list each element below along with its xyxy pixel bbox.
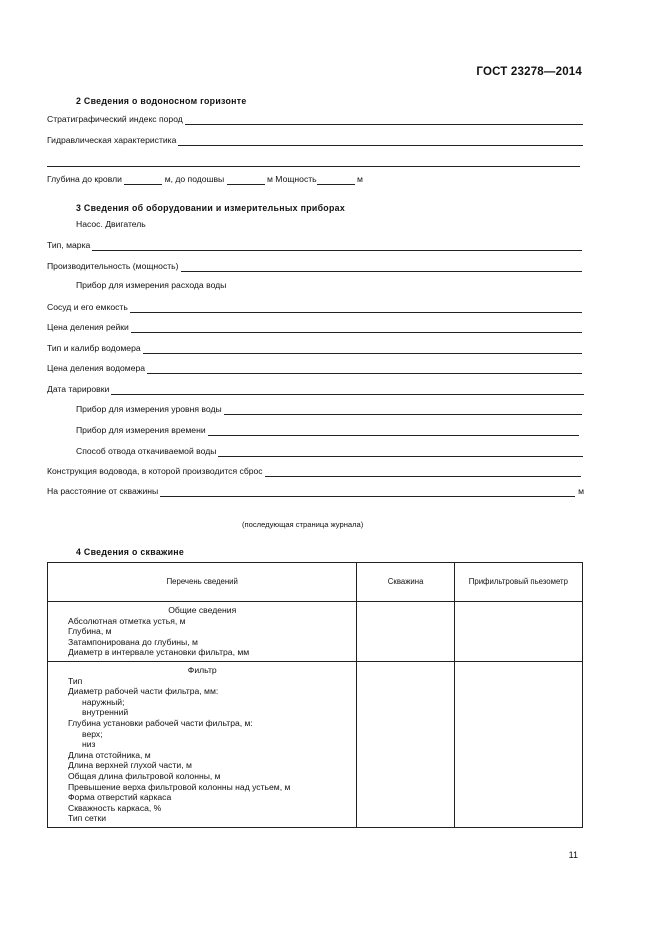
meter-type-field[interactable] <box>47 342 582 354</box>
header-piezometer: Прифильтровый пьезометр <box>454 563 582 602</box>
list-item: Абсолютная отметка устья, м <box>68 615 186 626</box>
general-well-cell[interactable] <box>357 602 454 662</box>
rail-division-field[interactable] <box>47 321 582 333</box>
list-item: Тип сетки <box>68 813 106 824</box>
depth-top-blank[interactable] <box>124 175 162 185</box>
level-device-label: Прибор для измерения уровня воды <box>76 404 222 415</box>
flow-device-label: Прибор для измерения расхода воды <box>76 280 227 290</box>
list-item: Форма отверстий каркаса <box>68 792 172 803</box>
filter-info-cell <box>48 661 357 827</box>
rail-division-label: Цена деления рейки <box>47 322 129 333</box>
header-info-list: Перечень сведений <box>48 563 357 602</box>
list-item: Затампонирована до глубины, м <box>68 636 198 647</box>
list-item: внутренний <box>82 707 129 718</box>
list-item: Диаметр рабочей части фильтра, мм: <box>68 686 219 697</box>
meter-division-field[interactable] <box>47 362 582 374</box>
vessel-field[interactable] <box>47 301 582 313</box>
list-item: Глубина установки рабочей части фильтра, м: <box>68 717 253 728</box>
type-brand-label: Тип, марка <box>47 240 91 251</box>
well-info-table <box>47 562 583 828</box>
depth-bottom-blank[interactable] <box>227 175 265 185</box>
table-header-row <box>48 563 583 602</box>
strat-index-field[interactable] <box>47 113 583 125</box>
depth-top-label: Глубина до кровли <box>47 174 122 185</box>
next-page-note: (последующая страница журнала) <box>242 520 364 529</box>
hydro-char-field[interactable] <box>47 134 583 146</box>
header-well: Скважина <box>357 563 454 602</box>
calibration-date-field[interactable] <box>47 383 584 395</box>
list-item: Глубина, м <box>68 626 112 637</box>
group-title-filter: Фильтр <box>187 664 217 675</box>
list-item: Общая длина фильтровой колонны, м <box>68 770 221 781</box>
group-title-general: Общие сведения <box>168 605 237 615</box>
distance-unit: м <box>578 486 584 497</box>
pipe-construction-field[interactable] <box>47 465 581 477</box>
filter-piezometer-cell[interactable] <box>454 661 582 827</box>
depth-row <box>47 175 363 185</box>
depth-bottom-label: м, до подошвы <box>164 174 225 185</box>
meter-type-label: Тип и калибр водомера <box>47 343 141 354</box>
drain-method-label: Способ отвода откачиваемой воды <box>76 446 217 457</box>
level-device-field[interactable] <box>76 403 582 415</box>
thickness-label: м Мощность <box>267 174 317 185</box>
meter-division-label: Цена деления водомера <box>47 363 146 374</box>
hydro-char-continuation-line[interactable] <box>47 155 580 167</box>
type-brand-field[interactable] <box>47 239 582 251</box>
capacity-field[interactable] <box>47 260 582 272</box>
distance-field[interactable] <box>47 485 584 497</box>
list-item: Превышение верха фильтровой колонны над устьем, м <box>68 781 291 792</box>
drain-method-field[interactable] <box>76 445 583 457</box>
distance-label: На расстояние от скважины <box>47 486 159 497</box>
list-item: низ <box>82 739 96 750</box>
list-item: Диаметр в интервале установки фильтра, мм <box>68 647 250 658</box>
general-info-cell <box>48 602 357 662</box>
hydro-char-label: Гидравлическая характеристика <box>47 135 177 146</box>
list-item: Скважность каркаса, % <box>68 802 162 813</box>
section-4-title: 4 Сведения о скважине <box>76 547 185 557</box>
document-code: ГОСТ 23278—2014 <box>476 66 582 78</box>
list-item: Длина верхней глухой части, м <box>68 760 192 771</box>
general-piezometer-cell[interactable] <box>454 602 582 662</box>
list-item: Длина отстойника, м <box>68 749 151 760</box>
filter-well-cell[interactable] <box>357 661 454 827</box>
time-device-field[interactable] <box>76 424 579 436</box>
pipe-construction-label: Конструкция водовода, в которой производится сброс <box>47 466 263 477</box>
table-row <box>48 661 583 827</box>
section-2-title: 2 Сведения о водоносном горизонте <box>76 96 247 106</box>
vessel-label: Сосуд и его емкость <box>47 302 128 313</box>
table-row <box>48 602 583 662</box>
pump-label: Насос. Двигатель <box>76 219 146 229</box>
section-3-title: 3 Сведения об оборудовании и измерительных приборах <box>76 203 346 213</box>
strat-index-label: Стратиграфический индекс пород <box>47 114 183 125</box>
list-item: Тип <box>68 675 83 686</box>
list-item: наружный; <box>82 696 125 707</box>
time-device-label: Прибор для измерения времени <box>76 425 206 436</box>
thickness-blank[interactable] <box>317 175 355 185</box>
capacity-label: Производительность (мощность) <box>47 261 179 272</box>
page-number: 11 <box>568 850 578 860</box>
calibration-date-label: Дата тарировки <box>47 384 110 395</box>
thickness-unit: м <box>357 174 363 185</box>
list-item: верх; <box>82 728 103 739</box>
